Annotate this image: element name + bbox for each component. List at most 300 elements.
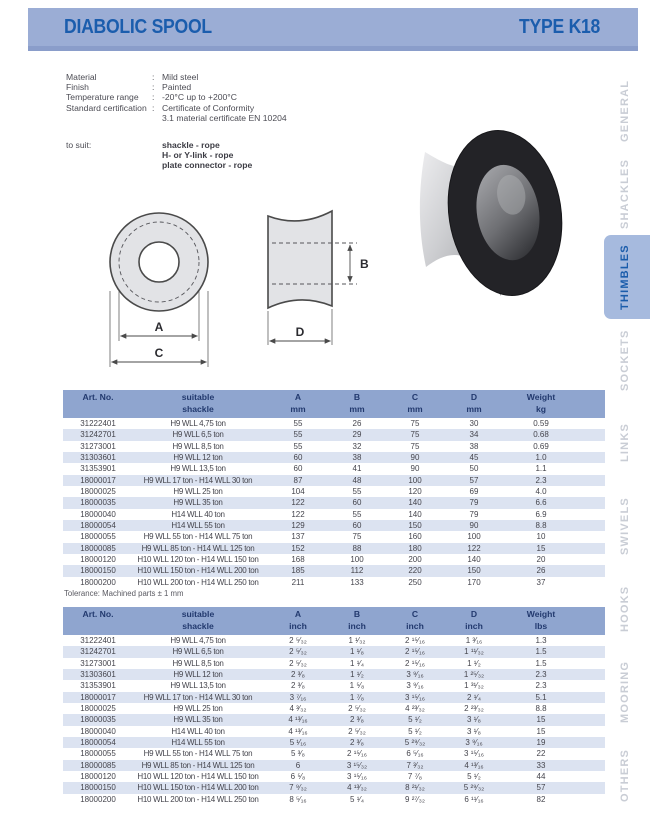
table-row bbox=[63, 737, 605, 748]
col-b: B inch bbox=[333, 607, 381, 635]
cell-dim-b: 48 bbox=[352, 475, 362, 485]
cell-suitable-shackle: H9 WLL 17 ton - H14 WLL 30 ton bbox=[143, 475, 253, 485]
cell-dim-d: 3 ¹⁄₈ bbox=[467, 726, 481, 736]
cell-dim-a: 122 bbox=[291, 498, 305, 508]
cell-weight: 2.3 bbox=[535, 681, 547, 691]
cell-dim-b: 2 ⁵⁄₃₂ bbox=[348, 726, 366, 736]
spec-value: Painted bbox=[162, 82, 192, 93]
cell-weight: 2.3 bbox=[535, 475, 547, 485]
cell-suitable-shackle: H9 WLL 55 ton - H14 WLL 75 ton bbox=[143, 749, 253, 759]
cell-dim-b: 1 ¹⁄₃₂ bbox=[348, 636, 366, 645]
cell-dim-c: 5 ¹⁄₂ bbox=[408, 726, 422, 736]
cell-dim-a: 6 bbox=[295, 760, 301, 770]
cell-weight: 22 bbox=[536, 749, 546, 759]
cell-dim-a: 55 bbox=[293, 419, 303, 428]
cell-dim-a: 168 bbox=[291, 555, 305, 565]
cell-dim-b: 2 ¹⁵⁄₁₆ bbox=[347, 749, 367, 759]
cell-dim-d: 57 bbox=[469, 475, 479, 485]
table-row bbox=[63, 646, 605, 657]
table-row bbox=[63, 452, 605, 463]
cell-art-no: 18000017 bbox=[80, 475, 116, 485]
cell-suitable-shackle: H9 WLL 4,75 ton bbox=[170, 636, 226, 645]
cell-art-no: 18000120 bbox=[80, 772, 116, 782]
cell-suitable-shackle: H10 WLL 150 ton - H14 WLL 200 ton bbox=[137, 566, 259, 576]
cell-suitable-shackle: H10 WLL 120 ton - H14 WLL 150 ton bbox=[137, 555, 259, 565]
spec-value: -20°C up to +200°C bbox=[162, 92, 237, 103]
table-row bbox=[63, 726, 605, 737]
table-row bbox=[63, 669, 605, 680]
cell-dim-c: 90 bbox=[410, 453, 420, 463]
cell-dim-d: 30 bbox=[469, 419, 479, 428]
table-row bbox=[63, 497, 605, 508]
cell-dim-d: 79 bbox=[469, 509, 479, 519]
dim-label-d: D bbox=[295, 325, 305, 339]
col-art-no: Art. No. bbox=[63, 607, 133, 635]
cell-weight: 15 bbox=[536, 543, 546, 553]
cell-dim-b: 5 ¹⁄₄ bbox=[350, 794, 364, 804]
cell-dim-b: 4 ¹³⁄₃₂ bbox=[347, 783, 367, 793]
cell-art-no: 18000085 bbox=[80, 543, 116, 553]
cell-weight: 1.3 bbox=[535, 636, 547, 645]
cell-suitable-shackle: H9 WLL 4,75 ton bbox=[170, 419, 226, 428]
cell-art-no: 18000035 bbox=[80, 715, 116, 725]
cell-weight: 19 bbox=[536, 738, 546, 748]
table-row bbox=[63, 748, 605, 759]
cell-dim-c: 7 ³⁄₃₂ bbox=[406, 760, 424, 770]
cell-suitable-shackle: H14 WLL 40 ton bbox=[171, 726, 225, 736]
col-suitable-shackle: suitable shackle bbox=[133, 607, 263, 635]
cell-weight: 6.9 bbox=[535, 509, 547, 519]
tab-shackles[interactable]: SHACKLES bbox=[619, 158, 631, 230]
table-row bbox=[63, 531, 605, 542]
table-row bbox=[63, 475, 605, 486]
cell-suitable-shackle: H9 WLL 8,5 ton bbox=[172, 441, 224, 451]
table-row bbox=[63, 680, 605, 691]
spec-row-certification-2 bbox=[66, 113, 287, 123]
metric-table-header bbox=[63, 390, 605, 418]
cell-art-no: 18000200 bbox=[80, 577, 116, 587]
cell-dim-b: 60 bbox=[352, 498, 362, 508]
imperial-table-header bbox=[63, 607, 605, 635]
cell-weight: 10 bbox=[536, 532, 546, 542]
cell-dim-c: 200 bbox=[408, 555, 422, 565]
cell-weight: 15 bbox=[536, 715, 546, 725]
table-row bbox=[63, 577, 605, 588]
cell-dim-c: 2 ¹⁵⁄₁₆ bbox=[405, 636, 425, 645]
cell-dim-c: 140 bbox=[408, 509, 422, 519]
table-row bbox=[63, 554, 605, 565]
cell-dim-d: 1 ²⁵⁄₃₂ bbox=[463, 670, 485, 680]
cell-suitable-shackle: H9 WLL 12 ton bbox=[173, 453, 223, 463]
table-row bbox=[63, 635, 605, 646]
cell-dim-d: 1 ¹⁄₂ bbox=[467, 658, 481, 668]
cell-weight: 0.68 bbox=[533, 430, 549, 440]
cell-weight: 2.3 bbox=[535, 670, 547, 680]
cell-dim-c: 5 ¹⁄₂ bbox=[408, 715, 422, 725]
cell-dim-b: 38 bbox=[352, 453, 362, 463]
cell-suitable-shackle: H9 WLL 12 ton bbox=[173, 670, 223, 680]
cell-dim-a: 211 bbox=[291, 577, 305, 587]
cell-art-no: 31222401 bbox=[80, 419, 116, 428]
cell-dim-b: 55 bbox=[352, 487, 362, 497]
cell-suitable-shackle: H9 WLL 6,5 ton bbox=[172, 647, 224, 657]
table-row bbox=[63, 418, 605, 429]
cell-dim-b: 100 bbox=[350, 555, 364, 565]
cell-dim-c: 90 bbox=[410, 464, 420, 474]
cell-dim-a: 152 bbox=[291, 543, 305, 553]
cell-dim-a: 2 ³⁄₈ bbox=[291, 681, 305, 691]
cell-dim-d: 122 bbox=[467, 543, 481, 553]
cell-dim-d: 150 bbox=[467, 566, 481, 576]
cell-dim-c: 150 bbox=[408, 521, 422, 531]
cell-dim-d: 140 bbox=[467, 555, 481, 565]
cell-art-no: 18000200 bbox=[80, 794, 116, 804]
cell-dim-b: 1 ¹⁄₈ bbox=[350, 647, 364, 657]
tab-sockets[interactable]: SOCKETS bbox=[619, 329, 631, 391]
cell-dim-b: 26 bbox=[352, 419, 362, 428]
cell-weight: 5.1 bbox=[535, 692, 547, 702]
cell-dim-c: 2 ¹⁵⁄₁₆ bbox=[405, 658, 425, 668]
col-c: C inch bbox=[381, 607, 449, 635]
cell-art-no: 18000150 bbox=[80, 566, 116, 576]
to-suit-item: H- or Y-link - rope bbox=[162, 150, 234, 161]
cell-dim-b: 3 ¹⁵⁄₃₂ bbox=[346, 760, 368, 770]
cell-art-no: 18000120 bbox=[80, 555, 116, 565]
col-d: D inch bbox=[449, 607, 499, 635]
cell-dim-c: 3 ⁹⁄₁₆ bbox=[406, 670, 424, 680]
cell-dim-a: 104 bbox=[291, 487, 305, 497]
cell-dim-c: 4 ²³⁄₃₂ bbox=[405, 704, 425, 714]
cell-dim-a: 5 ¹⁄₁₆ bbox=[289, 738, 307, 748]
spec-colon: : bbox=[152, 92, 155, 103]
cell-dim-a: 5 ³⁄₈ bbox=[291, 749, 305, 759]
cell-dim-c: 5 ²⁹⁄₃₂ bbox=[404, 738, 426, 748]
table-row bbox=[63, 703, 605, 714]
cell-art-no: 18000054 bbox=[80, 738, 116, 748]
cell-dim-d: 2 ²³⁄₃₂ bbox=[464, 704, 484, 714]
dim-label-b: B bbox=[360, 257, 369, 271]
spool-photo-render bbox=[420, 122, 573, 303]
cell-weight: 1.5 bbox=[535, 658, 547, 668]
spec-label: Temperature range bbox=[66, 92, 139, 103]
cell-art-no: 18000054 bbox=[80, 521, 116, 531]
table-row bbox=[63, 658, 605, 669]
cell-dim-a: 60 bbox=[293, 453, 303, 463]
cell-dim-d: 69 bbox=[469, 487, 479, 497]
table-row bbox=[63, 714, 605, 725]
cell-dim-c: 250 bbox=[408, 577, 422, 587]
tab-links[interactable]: LINKS bbox=[619, 423, 631, 463]
cell-dim-c: 75 bbox=[410, 441, 420, 451]
spec-colon: : bbox=[152, 102, 155, 113]
cell-weight: 44 bbox=[536, 772, 546, 782]
cell-suitable-shackle: H9 WLL 25 ton bbox=[173, 704, 223, 714]
cell-weight: 1.5 bbox=[535, 647, 547, 657]
cell-dim-c: 100 bbox=[408, 475, 422, 485]
page-title: DIABOLIC SPOOL bbox=[64, 15, 212, 38]
tab-mooring[interactable]: MOORING bbox=[619, 660, 631, 724]
col-b: B mm bbox=[333, 390, 381, 418]
imperial-table bbox=[63, 607, 605, 805]
cell-weight: 6.6 bbox=[535, 498, 547, 508]
cell-dim-a: 6 ⁵⁄₈ bbox=[290, 772, 306, 782]
type-label: TYPE K18 bbox=[518, 15, 600, 38]
cell-art-no: 18000025 bbox=[80, 487, 116, 497]
cell-dim-c: 6 ⁵⁄₁₆ bbox=[406, 749, 424, 759]
cell-weight: 8.8 bbox=[535, 704, 547, 714]
cell-dim-b: 29 bbox=[352, 430, 362, 440]
cell-dim-d: 5 ²⁹⁄₃₂ bbox=[463, 783, 485, 793]
cell-dim-d: 1 ¹¹⁄₃₂ bbox=[464, 647, 484, 657]
cell-suitable-shackle: H9 WLL 25 ton bbox=[173, 487, 223, 497]
to-suit-block bbox=[66, 140, 252, 171]
table-row bbox=[63, 692, 605, 703]
metric-table bbox=[63, 390, 605, 588]
cell-dim-c: 120 bbox=[408, 487, 422, 497]
table-row bbox=[63, 760, 605, 771]
cell-dim-b: 88 bbox=[352, 543, 362, 553]
cell-dim-b: 41 bbox=[352, 464, 362, 474]
cell-art-no: 18000055 bbox=[80, 532, 116, 542]
cell-suitable-shackle: H9 WLL 6,5 ton bbox=[172, 430, 224, 440]
cell-dim-a: 4 ³⁄₃₂ bbox=[289, 704, 307, 714]
cell-dim-c: 75 bbox=[410, 430, 420, 440]
dimension-diagram bbox=[60, 195, 372, 381]
col-suitable-shackle: suitable shackle bbox=[133, 390, 263, 418]
cell-weight: 15 bbox=[536, 726, 546, 736]
tab-others[interactable]: OTHERS bbox=[619, 748, 631, 802]
cell-dim-b: 2 ⁵⁄₃₂ bbox=[348, 704, 366, 714]
dim-label-c: C bbox=[154, 346, 164, 360]
tab-swivels[interactable]: SWIVELS bbox=[619, 497, 631, 555]
cell-dim-a: 87 bbox=[293, 475, 303, 485]
cell-dim-c: 3 ¹⁵⁄₁₆ bbox=[405, 692, 425, 702]
cell-dim-c: 7 ⁷⁄₈ bbox=[407, 772, 423, 782]
cell-art-no: 18000040 bbox=[80, 726, 116, 736]
cell-dim-a: 55 bbox=[293, 441, 303, 451]
spec-value: Certificate of Conformity bbox=[162, 102, 255, 113]
to-suit-items bbox=[162, 140, 252, 171]
cell-weight: 0.69 bbox=[533, 441, 549, 451]
cell-suitable-shackle: H14 WLL 55 ton bbox=[171, 521, 225, 531]
tab-thimbles[interactable]: THIMBLES bbox=[619, 244, 631, 310]
cell-dim-a: 137 bbox=[291, 532, 305, 542]
spec-label bbox=[66, 113, 152, 123]
cell-dim-d: 6 ¹¹⁄₁₆ bbox=[464, 794, 484, 804]
table-row bbox=[63, 441, 605, 452]
cell-suitable-shackle: H10 WLL 150 ton - H14 WLL 200 ton bbox=[137, 783, 259, 793]
cell-art-no: 31303601 bbox=[80, 453, 116, 463]
cell-weight: 20 bbox=[536, 555, 546, 565]
to-suit-item: shackle - rope bbox=[162, 140, 220, 150]
cell-dim-b: 112 bbox=[350, 566, 364, 576]
cell-dim-a: 3 ⁷⁄₁₆ bbox=[289, 692, 307, 702]
front-view-drawing bbox=[110, 213, 208, 367]
cell-dim-c: 180 bbox=[408, 543, 422, 553]
tab-hooks[interactable]: HOOKS bbox=[619, 585, 631, 633]
table-row bbox=[63, 509, 605, 520]
product-photo bbox=[395, 118, 595, 303]
cell-art-no: 18000150 bbox=[80, 783, 116, 793]
cell-art-no: 31353901 bbox=[80, 681, 116, 691]
cell-dim-c: 8 ²¹⁄₃₂ bbox=[405, 783, 425, 793]
header-band bbox=[28, 8, 638, 51]
cell-dim-d: 4 ¹³⁄₁₆ bbox=[464, 760, 484, 770]
cell-dim-c: 140 bbox=[408, 498, 422, 508]
tolerance-note: Tolerance: Machined parts ± 1 mm bbox=[64, 589, 184, 598]
cell-weight: 0.59 bbox=[533, 419, 549, 428]
cell-dim-a: 4 ¹³⁄₁₆ bbox=[288, 715, 308, 725]
cell-dim-d: 79 bbox=[469, 498, 479, 508]
cell-dim-d: 1 ³¹⁄₃₂ bbox=[464, 681, 484, 691]
cell-weight: 33 bbox=[536, 760, 546, 770]
col-weight: Weight kg bbox=[499, 390, 605, 418]
cell-dim-b: 1 ¹⁄₂ bbox=[350, 670, 364, 680]
cell-art-no: 31273001 bbox=[80, 441, 116, 451]
section-tab-strip bbox=[600, 0, 666, 816]
spec-row-temperature bbox=[66, 92, 287, 102]
cell-weight: 4.0 bbox=[535, 487, 547, 497]
cell-dim-b: 1 ⁵⁄₈ bbox=[349, 681, 365, 691]
cell-art-no: 31222401 bbox=[80, 636, 116, 645]
dim-label-a: A bbox=[154, 320, 164, 334]
cell-weight: 57 bbox=[536, 783, 546, 793]
cell-dim-c: 75 bbox=[410, 419, 420, 428]
cell-dim-a: 7 ⁹⁄₃₂ bbox=[289, 783, 307, 793]
table-row bbox=[63, 782, 605, 793]
cell-dim-a: 2 ⁵⁄₃₂ bbox=[289, 636, 307, 645]
cell-suitable-shackle: H9 WLL 35 ton bbox=[173, 715, 223, 725]
cell-dim-b: 2 ³⁄₈ bbox=[350, 715, 364, 725]
spec-colon: : bbox=[152, 72, 155, 82]
cell-art-no: 18000085 bbox=[80, 760, 116, 770]
cell-dim-b: 55 bbox=[352, 509, 362, 519]
spec-row-material bbox=[66, 72, 287, 82]
cell-weight: 8.8 bbox=[535, 521, 547, 531]
cell-dim-d: 50 bbox=[469, 464, 479, 474]
cell-suitable-shackle: H10 WLL 200 ton - H14 WLL 250 ton bbox=[137, 577, 259, 587]
cell-dim-c: 220 bbox=[408, 566, 422, 576]
cell-suitable-shackle: H10 WLL 120 ton - H14 WLL 150 ton bbox=[137, 772, 259, 782]
cell-weight: 82 bbox=[536, 794, 546, 804]
cell-dim-a: 60 bbox=[293, 464, 303, 474]
cell-dim-b: 2 ³⁄₈ bbox=[350, 738, 364, 748]
table-row bbox=[63, 520, 605, 531]
to-suit-item: plate connector - rope bbox=[162, 160, 253, 171]
table-row bbox=[63, 463, 605, 474]
cell-weight: 37 bbox=[536, 577, 546, 587]
table-row bbox=[63, 543, 605, 554]
cell-dim-a: 185 bbox=[291, 566, 305, 576]
cell-suitable-shackle: H9 WLL 55 ton - H14 WLL 75 ton bbox=[143, 532, 253, 542]
cell-dim-c: 9 ²⁷⁄₃₂ bbox=[405, 794, 425, 804]
cell-suitable-shackle: H9 WLL 35 ton bbox=[173, 498, 223, 508]
cell-dim-b: 133 bbox=[350, 577, 364, 587]
cell-dim-d: 3 ⁹⁄₁₆ bbox=[465, 738, 483, 748]
cell-dim-a: 129 bbox=[291, 521, 305, 531]
cell-dim-d: 1 ³⁄₁₆ bbox=[465, 636, 483, 645]
cell-dim-a: 122 bbox=[291, 509, 305, 519]
cell-art-no: 31242701 bbox=[80, 430, 116, 440]
spec-row-certification bbox=[66, 103, 287, 113]
cell-suitable-shackle: H9 WLL 17 ton - H14 WLL 30 ton bbox=[143, 692, 253, 702]
cell-dim-a: 55 bbox=[293, 430, 303, 440]
spec-value: Mild steel bbox=[162, 72, 199, 82]
tab-general[interactable]: GENERAL bbox=[619, 79, 631, 143]
cell-art-no: 31273001 bbox=[80, 658, 116, 668]
spec-label: Finish bbox=[66, 82, 89, 93]
col-weight: Weight lbs bbox=[499, 607, 605, 635]
cell-weight: 1.1 bbox=[535, 464, 547, 474]
cell-dim-b: 32 bbox=[352, 441, 362, 451]
cell-dim-d: 3 ¹⁵⁄₁₆ bbox=[464, 749, 484, 759]
table-row bbox=[63, 771, 605, 782]
imperial-table-body bbox=[63, 635, 605, 805]
col-c: C mm bbox=[381, 390, 449, 418]
table-row bbox=[63, 486, 605, 497]
table-row bbox=[63, 429, 605, 440]
cell-art-no: 31303601 bbox=[80, 670, 116, 680]
col-art-no: Art. No. bbox=[63, 390, 133, 418]
col-a: A inch bbox=[263, 607, 333, 635]
cell-suitable-shackle: H14 WLL 55 ton bbox=[171, 738, 225, 748]
cell-dim-d: 170 bbox=[467, 577, 481, 587]
cell-art-no: 18000035 bbox=[80, 498, 116, 508]
cell-dim-d: 5 ¹⁄₂ bbox=[467, 772, 481, 782]
cell-art-no: 31242701 bbox=[80, 647, 116, 657]
cell-suitable-shackle: H10 WLL 200 ton - H14 WLL 250 ton bbox=[137, 794, 259, 804]
cell-dim-d: 34 bbox=[469, 430, 479, 440]
spec-value: 3.1 material certificate EN 10204 bbox=[162, 112, 287, 123]
cell-art-no: 18000025 bbox=[80, 704, 116, 714]
cell-dim-a: 2 ⁵⁄₃₂ bbox=[289, 658, 307, 668]
cell-dim-c: 2 ¹⁵⁄₁₆ bbox=[405, 647, 425, 657]
to-suit-label: to suit: bbox=[66, 140, 92, 150]
cell-dim-a: 8 ⁵⁄₁₆ bbox=[289, 794, 307, 804]
cell-dim-d: 3 ¹⁄₈ bbox=[467, 715, 481, 725]
cell-dim-b: 3 ¹⁵⁄₁₆ bbox=[347, 772, 367, 782]
cell-weight: 1.0 bbox=[535, 453, 547, 463]
cell-art-no: 18000040 bbox=[80, 509, 116, 519]
spec-block bbox=[66, 72, 287, 123]
cell-suitable-shackle: H9 WLL 13,5 ton bbox=[170, 681, 226, 691]
profile-view-drawing bbox=[268, 211, 369, 345]
cell-suitable-shackle: H9 WLL 85 ton - H14 WLL 125 ton bbox=[141, 543, 255, 553]
cell-dim-b: 75 bbox=[352, 532, 362, 542]
cell-art-no: 31353901 bbox=[80, 464, 116, 474]
spec-colon: : bbox=[152, 82, 155, 93]
cell-dim-b: 1 ¹⁄₄ bbox=[350, 658, 364, 668]
spec-colon bbox=[152, 113, 162, 123]
cell-dim-c: 160 bbox=[408, 532, 422, 542]
cell-suitable-shackle: H9 WLL 13,5 ton bbox=[170, 464, 226, 474]
cell-art-no: 18000055 bbox=[80, 749, 116, 759]
table-row bbox=[63, 794, 605, 805]
cell-suitable-shackle: H14 WLL 40 ton bbox=[171, 509, 225, 519]
cell-dim-d: 2 ¹⁄₄ bbox=[467, 692, 481, 702]
table-row bbox=[63, 565, 605, 576]
cell-dim-d: 100 bbox=[467, 532, 481, 542]
cell-dim-d: 45 bbox=[469, 453, 479, 463]
cell-art-no: 18000017 bbox=[80, 692, 116, 702]
cell-suitable-shackle: H9 WLL 85 ton - H14 WLL 125 ton bbox=[141, 760, 255, 770]
cell-dim-a: 2 ³⁄₈ bbox=[291, 670, 305, 680]
col-d: D mm bbox=[449, 390, 499, 418]
cell-dim-c: 3 ⁹⁄₁₆ bbox=[406, 681, 424, 691]
col-a: A mm bbox=[263, 390, 333, 418]
spec-label: Standard certification bbox=[66, 102, 147, 113]
cell-dim-a: 4 ¹³⁄₁₆ bbox=[288, 726, 308, 736]
